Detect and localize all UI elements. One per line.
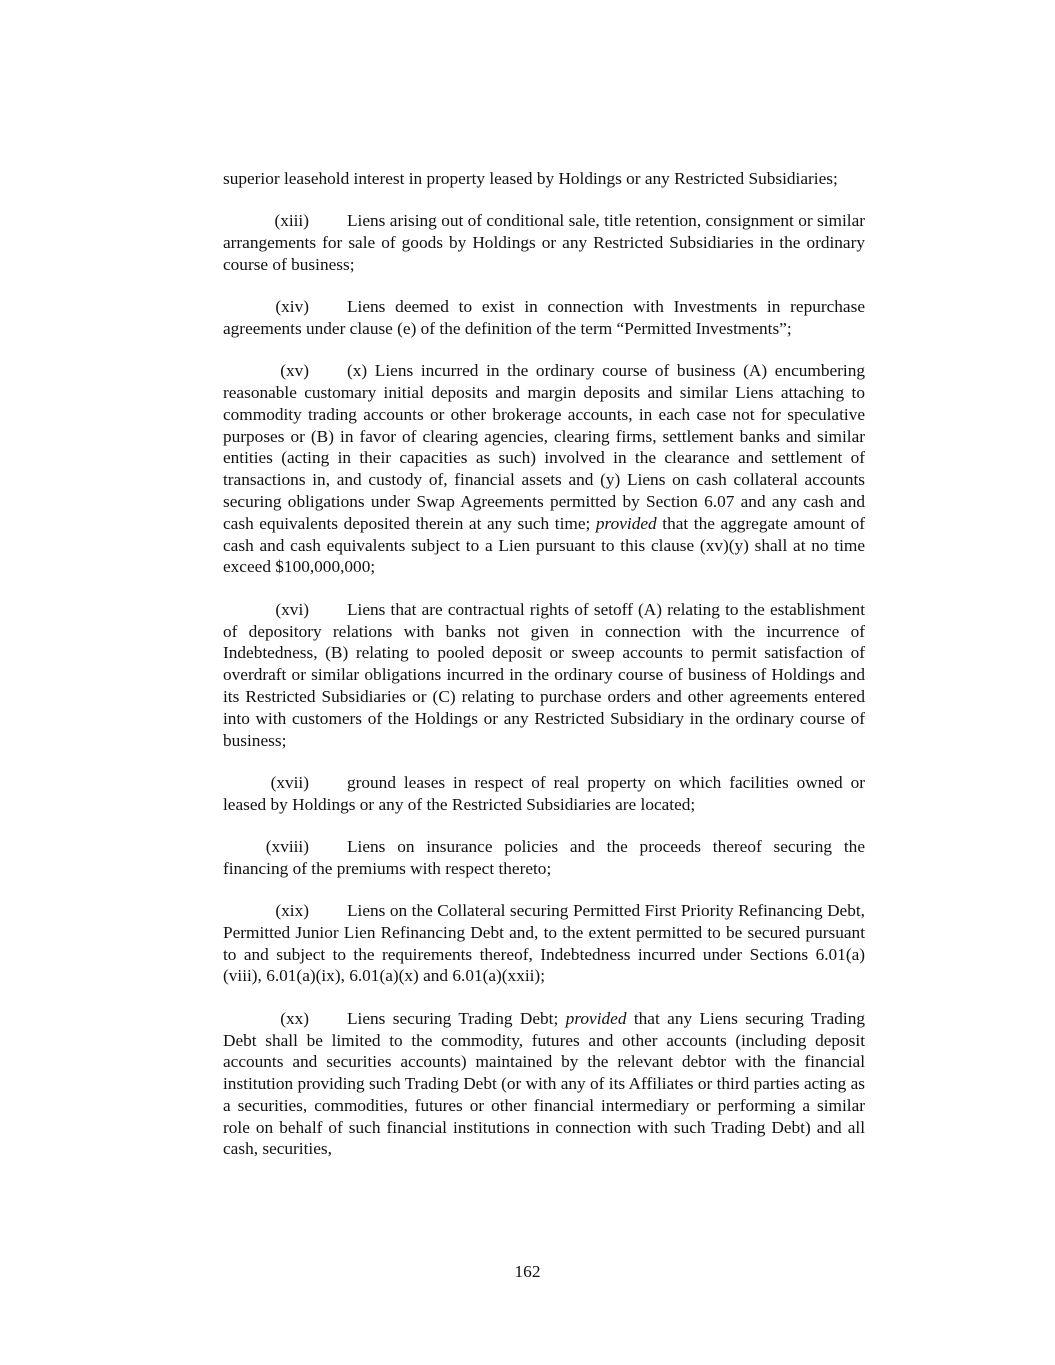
clause-number: (xix)	[275, 901, 309, 921]
clause-number: (xvi)	[275, 599, 309, 619]
clause-text: Liens arising out of conditional sale, title retention, consignment or similar arrangements for sale of goods by Holdings or any Restricted Subsidiaries in the ordinary course of business;	[223, 211, 865, 274]
clause-number: (xvii)	[270, 772, 309, 792]
clause-text: ground leases in respect of real property on which facilities owned or leased by Holdings or any of the Restricted Subsidiaries are located;	[223, 772, 865, 814]
clause-text: Liens deemed to exist in connection with Investments in repurchase agreements under clause (e) of the definition of the term “Permitted Investments”;	[223, 297, 865, 338]
clause-number: (xx)	[280, 1008, 309, 1028]
clause-text: Liens that are contractual rights of setoff (A) relating to the establishment of depository relations with banks not given in connection with the incurrence of Indebtedness, (B) relating to pooled deposit or sweep accounts to permit satisfaction of overdraft or similar obligations incurred in the ordinary course of business of Holdings and its Restricted Subsidiaries or (C) relating to purchase orders and other agreements entered into with customers of the Holdings or any Restricted Subsidiary in the ordinary course of business;	[223, 599, 865, 750]
clause-xviii	[223, 836, 865, 880]
clause-xix	[223, 900, 865, 987]
clause-text-continued: that any Liens securing Trading Debt shall be limited to the commodity, futures and other accounts (including deposit accounts and securities accounts) maintained by the relevant debtor with the financial institution providing such Trading Debt (or with any of its Affiliates or third parties acting as a securities, commodities, futures or other financial intermediary or performing a similar role on behalf of such financial institutions in connection with such Trading Debt) and all cash, securities,	[223, 1008, 865, 1159]
paragraph-text: superior leasehold interest in property leased by Holdings or any Restricted Subsidiaries;	[223, 169, 838, 188]
clause-number: (xiii)	[274, 211, 309, 231]
clause-text: (x) Liens incurred in the ordinary course of business (A) encumbering reasonable customary initial deposits and margin deposits and similar Liens attaching to commodity trading accounts or other brokerage accounts, in each case not for speculative purposes or (B) in favor of clearing agencies, clearing firms, settlement banks and similar entities (acting in their capacities as such) involved in the clearance and settlement of transactions in, and custody of, financial assets and (y) Liens on cash collateral accounts securing obligations under Swap Agreements permitted by Section 6.07 and any cash and cash equivalents deposited therein at any such time;	[223, 361, 865, 533]
clause-number: (xiv)	[275, 297, 309, 317]
provided-emphasis: provided	[595, 513, 657, 533]
document-body	[223, 168, 865, 1181]
page-number: 162	[514, 1262, 541, 1281]
clause-xiv	[223, 296, 865, 340]
clause-text: Liens on insurance policies and the proceeds thereof securing the financing of the premiums with respect thereto;	[223, 836, 865, 878]
clause-number: (xv)	[280, 361, 309, 381]
provided-emphasis: provided	[565, 1008, 627, 1028]
clause-number: (xviii)	[265, 836, 309, 856]
clause-text: Liens on the Collateral securing Permitted First Priority Refinancing Debt, Permitted Junior Lien Refinancing Debt and, to the extent permitted to be secured pursuant to and subject to the requirements thereof, Indebtedness incurred under Sections 6.01(a)(viii), 6.01(a)(ix), 6.01(a)(x) and 6.01(a)(xxii);	[223, 901, 865, 986]
clause-text: Liens securing Trading Debt;	[347, 1008, 559, 1028]
clause-xiii	[223, 210, 865, 275]
clause-xvii	[223, 772, 865, 816]
clause-xv	[223, 360, 865, 578]
clause-text-continued: that the aggregate amount of cash and cash equivalents subject to a Lien pursuant to this clause (xv)(y) shall at no time exceed $100,000,000;	[223, 513, 866, 577]
clause-xx	[223, 1008, 865, 1161]
clause-xvi	[223, 599, 865, 752]
paragraph-continuation	[223, 168, 865, 190]
